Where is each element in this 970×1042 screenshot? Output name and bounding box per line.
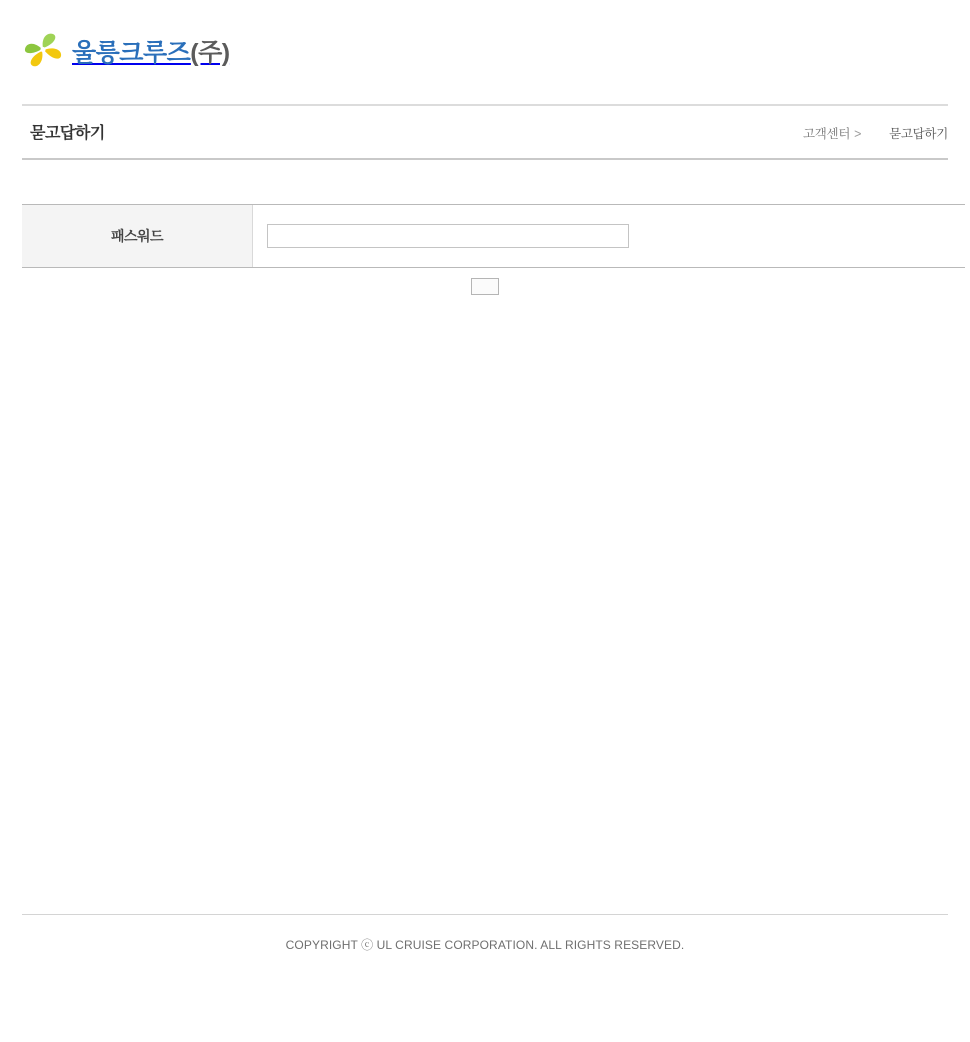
logo-text-main: 울릉크루즈	[72, 39, 191, 67]
logo-text	[72, 33, 230, 69]
site-footer	[22, 914, 948, 953]
breadcrumb-current: 묻고답하기	[889, 127, 948, 141]
password-form-block	[22, 204, 965, 268]
password-input[interactable]	[267, 224, 629, 248]
copyright-text: COPYRIGHT ⓒ UL CRUISE CORPORATION. ALL RIGHTS RESERVED.	[285, 938, 685, 952]
site-logo-link[interactable]	[22, 30, 230, 72]
pinwheel-flower-logo-icon	[22, 30, 64, 72]
breadcrumb-root[interactable]: 고객센터	[803, 127, 851, 141]
submit-button[interactable]	[471, 278, 499, 295]
page-title-bar	[22, 104, 948, 160]
breadcrumb	[803, 124, 948, 142]
logo-text-suffix: (주)	[190, 39, 230, 67]
submit-button-row	[22, 278, 948, 299]
breadcrumb-separator: >	[854, 127, 862, 141]
main-content	[22, 204, 948, 299]
site-header	[0, 0, 970, 104]
password-label: 패스워드	[22, 205, 253, 267]
page-title: 묻고답하기	[30, 125, 105, 142]
password-field-cell	[253, 205, 965, 267]
